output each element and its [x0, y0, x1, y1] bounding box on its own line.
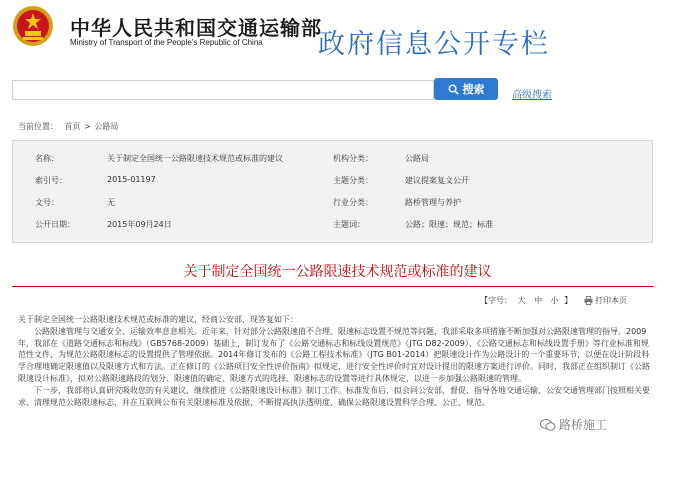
index-label: 索引号：	[35, 176, 67, 185]
breadcrumb-home-link[interactable]: 首页	[64, 122, 81, 131]
breadcrumb-separator: >	[84, 122, 91, 131]
title-divider	[12, 286, 653, 287]
watermark-text: 路桥施工	[559, 418, 608, 432]
print-label: 打印本页	[595, 296, 627, 305]
font-size-control	[480, 295, 572, 306]
body-paragraph: 下一步，我部将认真研究吸收您的有关建议，继续推进《公路限速设计标准》制订工作。标准发布后，拟会同公安部，督促、指导各地交通运输、公安交通管理部门按照相关要求，清理规范公路限速标志，并在互联网公布有关限速标准及依据，不断提高执法透明度，确保公路限速设置科学合理、公正、规范。	[18, 385, 650, 407]
search-button[interactable]	[434, 78, 498, 100]
keywords-value: 公路；限速；规范；标准	[405, 220, 493, 229]
index-value: 2015-01197	[107, 175, 156, 184]
document-body	[18, 314, 654, 408]
font-small-button[interactable]: 小	[550, 296, 559, 305]
font-size-close: 】	[564, 296, 573, 305]
watermark	[540, 416, 607, 433]
industry-value: 路桥管理与养护	[405, 198, 461, 207]
wechat-icon	[540, 418, 556, 432]
industry-label: 行业分类：	[333, 198, 373, 207]
org-name-cn: 中华人民共和国交通运输部	[70, 16, 322, 40]
print-button[interactable]	[584, 295, 627, 306]
breadcrumb-current-link[interactable]: 公路局	[94, 122, 119, 131]
docno-value: 无	[107, 198, 115, 207]
docno-label: 文号：	[35, 198, 59, 207]
topic-value: 建议提案复文公开	[405, 176, 469, 185]
breadcrumb-prefix: 当前位置：	[18, 122, 58, 131]
body-paragraph: 公路限速管理与交通安全、运输效率息息相关。近年来，针对部分公路限速值不合理、限速标志设置不规范等问题，我部采取多项措施不断加强对公路限速管理的指导。2009年，我部在《道路交通标志和标线》（GB5768-2009）基础上，制订发布了《公路交通标志和标线设置规范》（JTG D82-2009）、《公路交通标志和标线设置手册》等行业标准和规范性文件，为规范公路限速标志的设置提供了管理依据。2014年修订发布的《公路工程技术标准》（JTG B01-2014）把限速设计作为公路设计的一个重要环节，以便在设计阶段科学合理地确定限速值以及限速方式和方法。正在修订的《公路项目安全性评价指南》拟规定，进行安全性评价时宜对设计提出的限速方案进行评价。同时，我部正在组织制订《公路限速设计标准》，拟对公路限速路段的划分、限速值的确定、限速方式的选择、限速标志的设置等进行具体规定，以进一步加强公路限速的管理。	[18, 326, 650, 383]
column-title: 政府信息公开专栏	[318, 29, 550, 60]
name-value: 关于制定全国统一公路限速技术规范或标准的建议	[107, 154, 283, 163]
national-emblem-icon	[12, 5, 54, 47]
org-name-en: Ministry of Transport of the People's Republic of China	[70, 38, 263, 47]
font-size-label: 【字号：	[480, 296, 512, 305]
keywords-label: 主题词：	[333, 220, 365, 229]
advanced-search-link[interactable]: 高级搜索	[512, 90, 552, 101]
search-button-label: 搜索	[462, 83, 485, 96]
search-input[interactable]	[12, 80, 434, 100]
font-large-button[interactable]: 大	[517, 296, 526, 305]
date-label: 公开日期：	[35, 220, 75, 229]
search-icon	[448, 84, 459, 95]
name-label: 名称：	[35, 154, 59, 163]
agency-label: 机构分类：	[333, 154, 373, 163]
date-value: 2015年09月24日	[107, 220, 172, 229]
body-paragraph: 关于制定全国统一公路限速技术规范或标准的建议，经商公安部，现答复如下：	[18, 315, 298, 324]
agency-value: 公路局	[405, 154, 429, 163]
breadcrumb	[18, 121, 118, 132]
printer-icon	[584, 296, 593, 305]
topic-label: 主题分类：	[333, 176, 373, 185]
document-info-box	[12, 140, 653, 243]
font-medium-button[interactable]: 中	[534, 296, 543, 305]
document-title: 关于制定全国统一公路限速技术规范或标准的建议	[183, 264, 492, 280]
